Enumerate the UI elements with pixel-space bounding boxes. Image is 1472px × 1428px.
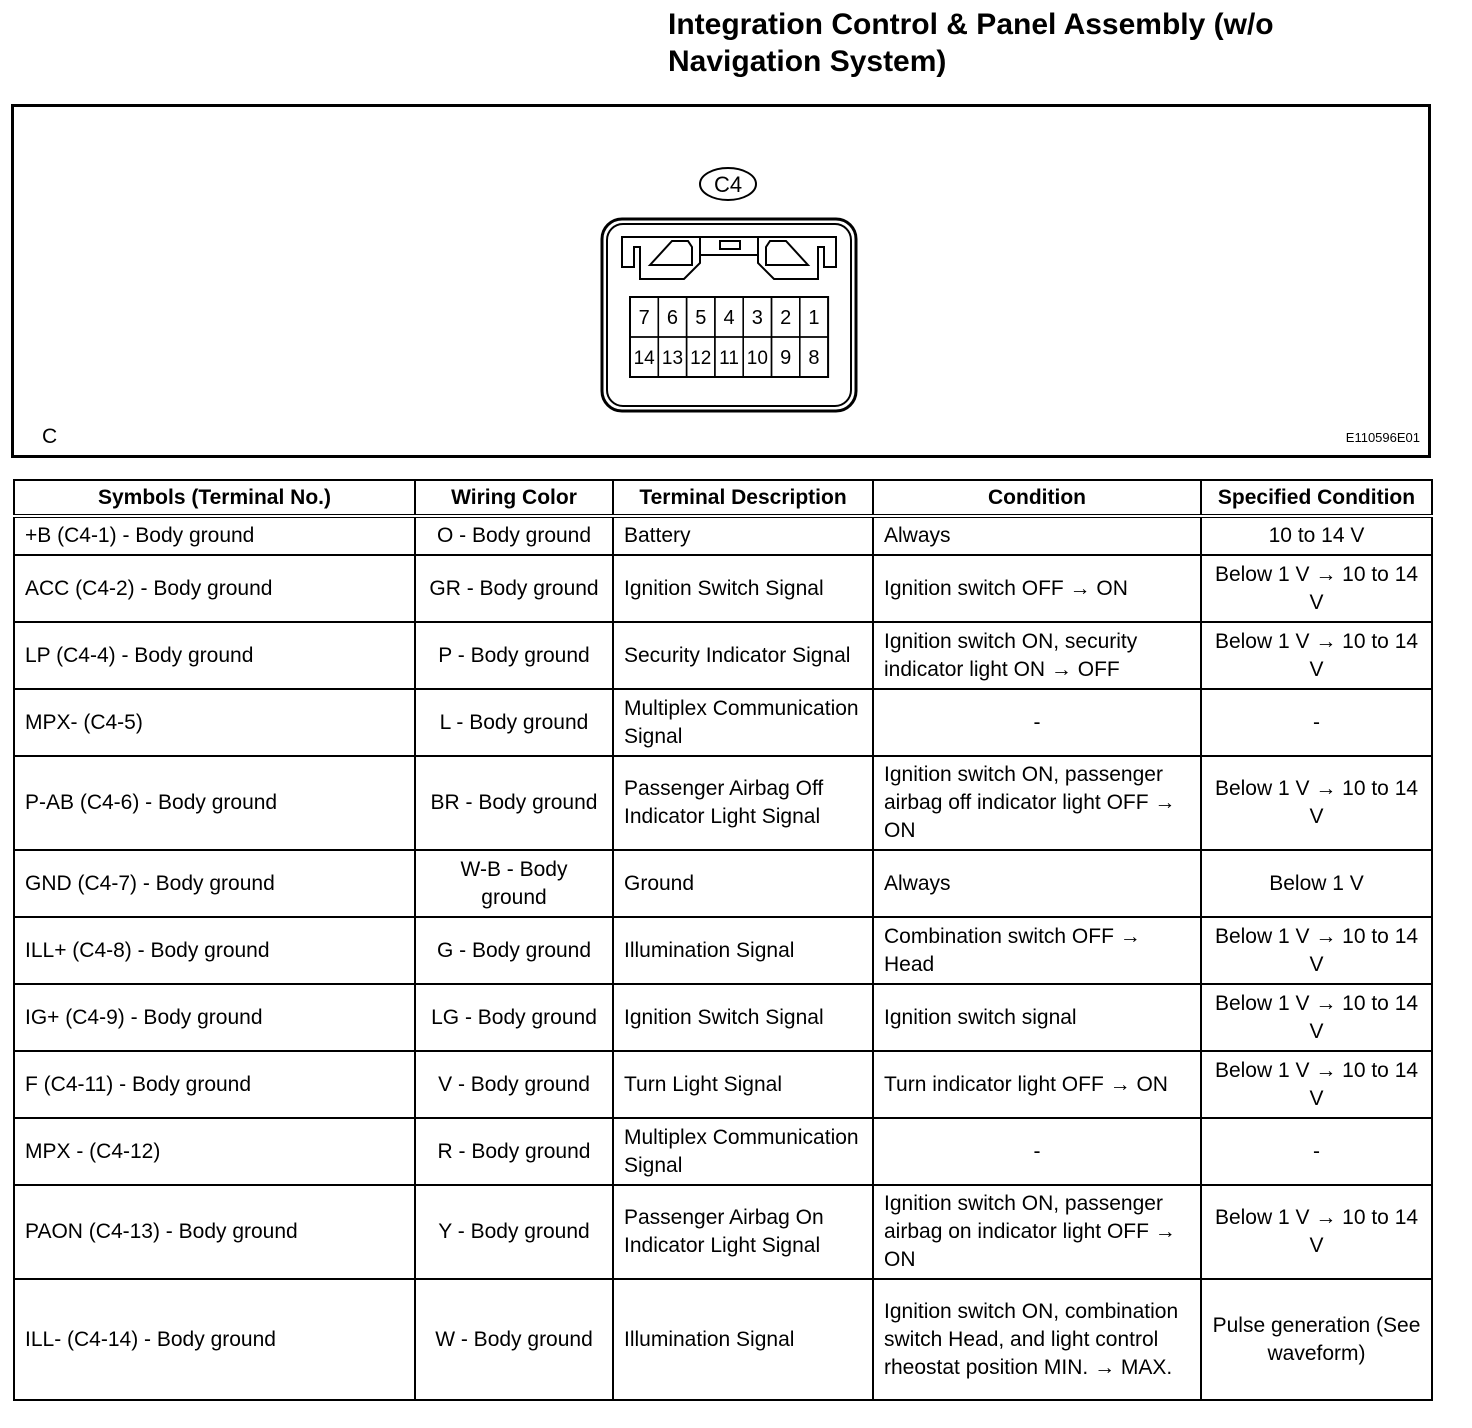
- cell-wiring: L - Body ground: [415, 689, 613, 756]
- cell-spec: Below 1 V → 10 to 14 V: [1201, 984, 1432, 1051]
- cell-symbol: IG+ (C4-9) - Body ground: [14, 984, 415, 1051]
- cell-condition: Always: [873, 850, 1201, 917]
- cell-spec: -: [1201, 689, 1432, 756]
- table-header-row: [14, 480, 1432, 516]
- cell-symbol: PAON (C4-13) - Body ground: [14, 1185, 415, 1279]
- cell-wiring: W-B - Body ground: [415, 850, 613, 917]
- latch-right: [758, 237, 836, 279]
- cell-wiring: LG - Body ground: [415, 984, 613, 1051]
- pin-number: 13: [661, 348, 684, 369]
- cell-symbol: ILL- (C4-14) - Body ground: [14, 1279, 415, 1400]
- cell-condition: Combination switch OFF → Head: [873, 917, 1201, 984]
- pin-number: 9: [780, 347, 792, 369]
- pin-number: 4: [723, 307, 735, 329]
- cell-condition: Ignition switch ON, passenger airbag on indicator light OFF → ON: [873, 1185, 1201, 1279]
- cell-condition: Always: [873, 516, 1201, 555]
- cell-desc: Ground: [613, 850, 873, 917]
- cell-wiring: R - Body ground: [415, 1118, 613, 1185]
- cell-symbol: GND (C4-7) - Body ground: [14, 850, 415, 917]
- cell-wiring: Y - Body ground: [415, 1185, 613, 1279]
- connector-diagram: [574, 157, 874, 417]
- terminal-spec-table: [13, 479, 1433, 1401]
- pin-number: 2: [780, 307, 792, 329]
- table-row: [14, 1118, 1432, 1185]
- cell-wiring: BR - Body ground: [415, 756, 613, 850]
- cell-symbol: MPX- (C4-5): [14, 689, 415, 756]
- cell-condition: Turn indicator light OFF → ON: [873, 1051, 1201, 1118]
- cell-spec: -: [1201, 1118, 1432, 1185]
- title-line-2: Navigation System): [668, 45, 947, 78]
- cell-spec: Below 1 V → 10 to 14 V: [1201, 622, 1432, 689]
- header-specified-condition: Specified Condition: [1201, 480, 1432, 516]
- connector-label: C4: [713, 172, 743, 197]
- latch-left: [622, 237, 700, 279]
- cell-spec: Pulse generation (See waveform): [1201, 1279, 1432, 1400]
- figure-code: E110596E01: [1345, 430, 1420, 445]
- pin-number: 1: [808, 307, 820, 329]
- cell-wiring: GR - Body ground: [415, 555, 613, 622]
- cell-wiring: P - Body ground: [415, 622, 613, 689]
- table-row: [14, 756, 1432, 850]
- pin-grid: [630, 297, 828, 377]
- connector-figure: [11, 104, 1431, 458]
- pin-number: 10: [746, 348, 768, 369]
- cell-desc: Illumination Signal: [613, 1279, 873, 1400]
- cell-spec: 10 to 14 V: [1201, 516, 1432, 555]
- table-row: [14, 917, 1432, 984]
- cell-symbol: P-AB (C4-6) - Body ground: [14, 756, 415, 850]
- cell-desc: Ignition Switch Signal: [613, 984, 873, 1051]
- cell-condition: Ignition switch OFF → ON: [873, 555, 1201, 622]
- latch-center: [700, 237, 758, 255]
- header-terminal-description: Terminal Description: [613, 480, 873, 516]
- cell-desc: Turn Light Signal: [613, 1051, 873, 1118]
- cell-wiring: W - Body ground: [415, 1279, 613, 1400]
- cell-spec: Below 1 V → 10 to 14 V: [1201, 1051, 1432, 1118]
- cell-symbol: LP (C4-4) - Body ground: [14, 622, 415, 689]
- pin-number: 12: [690, 348, 712, 369]
- cell-desc: Security Indicator Signal: [613, 622, 873, 689]
- cell-symbol: MPX - (C4-12): [14, 1118, 415, 1185]
- table-row: [14, 850, 1432, 917]
- latch-right-inner: [766, 241, 808, 265]
- pin-number: 7: [638, 307, 650, 329]
- pin-number: 3: [751, 307, 763, 329]
- cell-condition: -: [873, 689, 1201, 756]
- cell-desc: Multiplex Communication Signal: [613, 1118, 873, 1185]
- figure-corner-letter: C: [42, 425, 58, 448]
- cell-spec: Below 1 V → 10 to 14 V: [1201, 1185, 1432, 1279]
- page-title: [668, 6, 1428, 80]
- pin-number: 14: [633, 348, 655, 369]
- pin-number: 5: [695, 307, 707, 329]
- cell-condition: Ignition switch ON, security indicator light ON → OFF: [873, 622, 1201, 689]
- cell-condition: Ignition switch ON, passenger airbag off indicator light OFF → ON: [873, 756, 1201, 850]
- header-condition: Condition: [873, 480, 1201, 516]
- table-row: [14, 1185, 1432, 1279]
- cell-symbol: ACC (C4-2) - Body ground: [14, 555, 415, 622]
- header-symbols: Symbols (Terminal No.): [14, 480, 415, 516]
- table-row: [14, 689, 1432, 756]
- cell-desc: Battery: [613, 516, 873, 555]
- cell-spec: Below 1 V → 10 to 14 V: [1201, 756, 1432, 850]
- cell-wiring: G - Body ground: [415, 917, 613, 984]
- table-row: [14, 516, 1432, 555]
- pin-number: 6: [666, 307, 679, 329]
- pin-number: 8: [808, 347, 820, 369]
- cell-symbol: +B (C4-1) - Body ground: [14, 516, 415, 555]
- cell-spec: Below 1 V → 10 to 14 V: [1201, 917, 1432, 984]
- header-wiring-color: Wiring Color: [415, 480, 613, 516]
- cell-symbol: ILL+ (C4-8) - Body ground: [14, 917, 415, 984]
- cell-wiring: V - Body ground: [415, 1051, 613, 1118]
- table-row: [14, 1051, 1432, 1118]
- cell-desc: Passenger Airbag On Indicator Light Signal: [613, 1185, 873, 1279]
- cell-condition: -: [873, 1118, 1201, 1185]
- latch-left-inner: [650, 241, 692, 265]
- pin-number: 11: [719, 348, 739, 369]
- latch-key: [720, 241, 740, 249]
- cell-condition: Ignition switch ON, combination switch Head, and light control rheostat position MIN. → MAX.: [873, 1279, 1201, 1400]
- cell-desc: Illumination Signal: [613, 917, 873, 984]
- table-row: [14, 555, 1432, 622]
- cell-spec: Below 1 V → 10 to 14 V: [1201, 555, 1432, 622]
- table-row: [14, 984, 1432, 1051]
- cell-symbol: F (C4-11) - Body ground: [14, 1051, 415, 1118]
- cell-wiring: O - Body ground: [415, 516, 613, 555]
- title-line-1: Integration Control & Panel Assembly (w/o: [668, 8, 1274, 41]
- cell-condition: Ignition switch signal: [873, 984, 1201, 1051]
- cell-spec: Below 1 V: [1201, 850, 1432, 917]
- table-row: [14, 1279, 1432, 1400]
- table-row: [14, 622, 1432, 689]
- cell-desc: Ignition Switch Signal: [613, 555, 873, 622]
- cell-desc: Passenger Airbag Off Indicator Light Signal: [613, 756, 873, 850]
- cell-desc: Multiplex Communication Signal: [613, 689, 873, 756]
